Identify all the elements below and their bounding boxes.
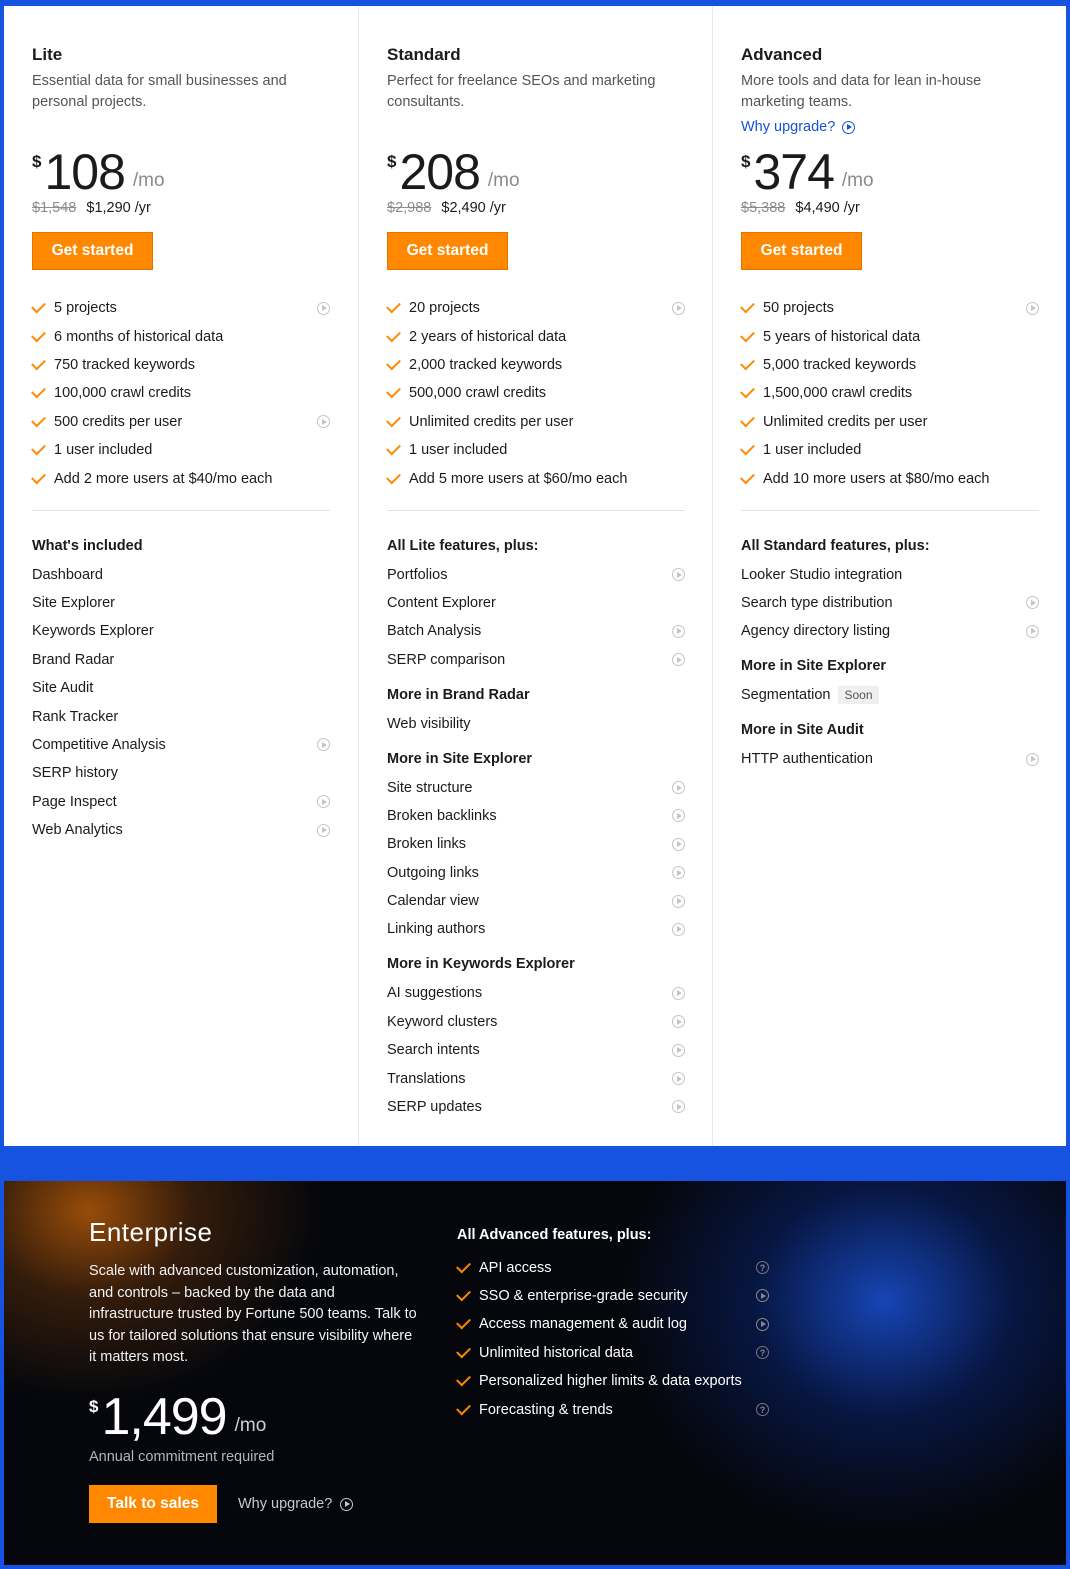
feature-item: Calendar view <box>387 887 685 915</box>
features-heading: All Lite features, plus: <box>387 538 539 555</box>
why-upgrade-link[interactable]: Why upgrade? <box>238 1496 353 1512</box>
help-icon[interactable]: ? <box>756 1261 769 1274</box>
enterprise-actions <box>89 1485 353 1523</box>
yearly-price <box>741 200 874 216</box>
check-icon <box>31 356 46 371</box>
feature-item: Outgoing links <box>387 859 685 887</box>
enterprise-features <box>457 1221 769 1424</box>
check-icon <box>386 384 401 399</box>
features-list <box>32 532 330 844</box>
enterprise-plan <box>4 1181 1066 1565</box>
feature-item: Linking authors <box>387 915 685 943</box>
feature-item: Dashboard <box>32 566 103 583</box>
feature-item: SERP comparison <box>387 646 685 674</box>
play-icon[interactable] <box>672 302 685 315</box>
feature-item: Looker Studio integration <box>741 566 903 583</box>
play-icon[interactable] <box>672 1015 685 1028</box>
feature-item: Site Audit <box>32 680 94 697</box>
feature-item: Access management & audit log <box>457 1310 769 1338</box>
check-icon <box>740 299 755 314</box>
check-icon <box>386 412 401 427</box>
discounted-yearly-price: $2,490 /yr <box>441 200 506 216</box>
feature-item: API access ? <box>457 1253 769 1281</box>
limit-item: Unlimited credits per user <box>387 408 685 436</box>
limit-item: 500,000 crawl credits <box>387 379 685 407</box>
feature-item: Brand Radar <box>32 651 115 668</box>
play-icon[interactable] <box>317 738 330 751</box>
play-icon[interactable] <box>672 625 685 638</box>
feature-item: Segmentation Soon <box>741 681 1039 709</box>
play-icon[interactable] <box>672 809 685 822</box>
plan-name: Enterprise <box>89 1217 213 1247</box>
price-block <box>89 1387 419 1446</box>
feature-item: AI suggestions <box>387 979 685 1007</box>
features-subheading: More in Keywords Explorer <box>387 956 575 973</box>
feature-item: SERP updates <box>387 1093 685 1121</box>
divider <box>32 510 330 511</box>
pricing-plans <box>4 6 1066 1146</box>
play-icon[interactable] <box>1026 753 1039 766</box>
features-heading: All Advanced features, plus: <box>457 1227 652 1244</box>
feature-item: Portfolios <box>387 560 685 588</box>
check-icon <box>456 1287 471 1302</box>
yearly-price <box>387 200 520 216</box>
play-icon[interactable] <box>1026 625 1039 638</box>
play-icon[interactable] <box>672 987 685 1000</box>
talk-to-sales-button[interactable]: Talk to sales <box>89 1485 217 1523</box>
original-yearly-price: $1,548 <box>32 200 77 216</box>
features-subheading: More in Site Explorer <box>741 658 887 675</box>
help-icon[interactable]: ? <box>756 1346 769 1359</box>
check-icon <box>740 327 755 342</box>
plan-description: More tools and data for lean in-house marketing teams. <box>741 73 982 110</box>
monthly-price: 208 <box>399 144 480 200</box>
yearly-price <box>32 200 165 216</box>
features-subheading: More in Site Explorer <box>387 750 533 767</box>
limit-item: 1 user included <box>32 436 330 464</box>
play-icon[interactable] <box>672 838 685 851</box>
limit-item: 500 credits per user <box>32 408 330 436</box>
discounted-yearly-price: $4,490 /yr <box>795 200 860 216</box>
feature-item: Search intents <box>387 1036 685 1064</box>
feature-item: SERP history <box>32 765 118 782</box>
plan-lite <box>4 6 358 1146</box>
limit-item: 5 projects <box>32 294 330 322</box>
play-icon[interactable] <box>317 824 330 837</box>
limit-item: 2,000 tracked keywords <box>387 351 685 379</box>
feature-item: SSO & enterprise-grade security <box>457 1282 769 1310</box>
play-icon[interactable] <box>317 302 330 315</box>
help-icon[interactable]: ? <box>756 1403 769 1416</box>
enterprise-summary <box>89 1217 419 1465</box>
check-icon <box>31 327 46 342</box>
why-upgrade-link[interactable]: Why upgrade? <box>741 117 1038 137</box>
check-icon <box>456 1400 471 1415</box>
feature-item: Broken links <box>387 830 685 858</box>
feature-item: Keywords Explorer <box>32 623 154 640</box>
feature-item: Page Inspect <box>32 788 330 816</box>
check-icon <box>386 299 401 314</box>
plan-limits <box>741 294 1039 493</box>
check-icon <box>31 412 46 427</box>
feature-item: Translations <box>387 1064 685 1092</box>
play-icon <box>842 121 855 134</box>
play-icon[interactable] <box>1026 596 1039 609</box>
monthly-price: 374 <box>753 144 834 200</box>
feature-item: Agency directory listing <box>741 617 1039 645</box>
limit-item: 5,000 tracked keywords <box>741 351 1039 379</box>
feature-item: Forecasting & trends ? <box>457 1395 769 1423</box>
check-icon <box>31 469 46 484</box>
check-icon <box>740 384 755 399</box>
limit-item: 100,000 crawl credits <box>32 379 330 407</box>
price-period: /mo <box>132 170 165 191</box>
play-icon[interactable] <box>672 1044 685 1057</box>
enterprise-feature-list <box>457 1253 769 1423</box>
check-icon <box>740 412 755 427</box>
feature-item: Search type distribution <box>741 589 1039 617</box>
check-icon <box>31 299 46 314</box>
feature-item: Site Explorer <box>32 594 116 611</box>
feature-item: Web Analytics <box>32 816 330 844</box>
play-icon[interactable] <box>1026 302 1039 315</box>
plan-limits <box>387 294 685 493</box>
limit-item: Unlimited credits per user <box>741 408 1039 436</box>
divider <box>741 510 1039 511</box>
get-started-button[interactable]: Get started <box>32 232 153 270</box>
feature-item: Content Explorer <box>387 594 496 611</box>
check-icon <box>456 1372 471 1387</box>
features-subheading: More in Brand Radar <box>387 686 530 703</box>
soon-badge: Soon <box>838 686 878 704</box>
features-list <box>387 532 685 1121</box>
play-icon[interactable] <box>672 866 685 879</box>
check-icon <box>386 327 401 342</box>
play-icon[interactable] <box>672 895 685 908</box>
play-icon[interactable] <box>672 1072 685 1085</box>
plan-description: Essential data for small businesses and personal projects. <box>32 73 287 110</box>
feature-item: Competitive Analysis <box>32 731 330 759</box>
limit-item: 1 user included <box>387 436 685 464</box>
check-icon <box>386 469 401 484</box>
plan-description: Perfect for freelance SEOs and marketing consultants. <box>387 73 656 110</box>
play-icon[interactable] <box>317 415 330 428</box>
currency-symbol: $ <box>89 1396 99 1416</box>
feature-item: HTTP authentication <box>741 745 1039 773</box>
feature-item: Rank Tracker <box>32 708 119 725</box>
feature-item: Site structure <box>387 773 685 801</box>
feature-item: Unlimited historical data ? <box>457 1339 769 1367</box>
features-subheading: More in Site Audit <box>741 722 864 739</box>
limit-item: Add 2 more users at $40/mo each <box>32 464 330 492</box>
commitment-note: Annual commitment required <box>89 1448 275 1465</box>
currency-symbol: $ <box>387 152 397 171</box>
limit-item: 1,500,000 crawl credits <box>741 379 1039 407</box>
check-icon <box>386 356 401 371</box>
check-icon <box>456 1315 471 1330</box>
limit-item: 5 years of historical data <box>741 322 1039 350</box>
play-icon[interactable] <box>317 795 330 808</box>
monthly-price: 108 <box>44 144 125 200</box>
feature-item: Personalized higher limits & data exports <box>457 1367 769 1395</box>
limit-item: 6 months of historical data <box>32 322 330 350</box>
features-heading: What's included <box>32 538 143 555</box>
plan-description: Scale with advanced customization, automation, and controls – backed by the data and infrastructure trusted by Fortune 500 teams. Talk to us for tailored solutions that ensure visibility where it matters most. <box>89 1263 417 1365</box>
features-list <box>741 532 1039 773</box>
play-icon[interactable] <box>672 1100 685 1113</box>
limit-item: 1 user included <box>741 436 1039 464</box>
price-block <box>741 146 874 216</box>
limit-item: Add 10 more users at $80/mo each <box>741 464 1039 492</box>
play-icon[interactable] <box>756 1289 769 1302</box>
original-yearly-price: $5,388 <box>741 200 786 216</box>
play-icon[interactable] <box>672 781 685 794</box>
original-yearly-price: $2,988 <box>387 200 432 216</box>
currency-symbol: $ <box>741 152 751 171</box>
limit-item: Add 5 more users at $60/mo each <box>387 464 685 492</box>
play-icon[interactable] <box>672 923 685 936</box>
currency-symbol: $ <box>32 152 42 171</box>
plan-advanced <box>712 6 1066 1146</box>
check-icon <box>740 441 755 456</box>
limit-item: 50 projects <box>741 294 1039 322</box>
price-period: /mo <box>841 170 874 191</box>
feature-item: Broken backlinks <box>387 802 685 830</box>
play-icon[interactable] <box>756 1318 769 1331</box>
plan-name: Lite <box>32 45 63 64</box>
plan-name: Standard <box>387 45 461 64</box>
price-period: /mo <box>234 1414 267 1436</box>
check-icon <box>456 1258 471 1273</box>
price-block <box>387 146 520 216</box>
plan-standard <box>358 6 712 1146</box>
check-icon <box>31 441 46 456</box>
price-block <box>32 146 165 216</box>
play-icon[interactable] <box>672 568 685 581</box>
limit-item: 20 projects <box>387 294 685 322</box>
price-period: /mo <box>487 170 520 191</box>
check-icon <box>740 469 755 484</box>
monthly-price: 1,499 <box>101 1387 227 1446</box>
feature-item: Web visibility <box>387 715 471 732</box>
feature-item: Keyword clusters <box>387 1008 685 1036</box>
check-icon <box>740 356 755 371</box>
check-icon <box>386 441 401 456</box>
features-heading: All Standard features, plus: <box>741 538 930 555</box>
play-icon <box>340 1498 353 1511</box>
discounted-yearly-price: $1,290 /yr <box>86 200 151 216</box>
feature-item: Batch Analysis <box>387 617 685 645</box>
limit-item: 2 years of historical data <box>387 322 685 350</box>
plan-name: Advanced <box>741 45 823 64</box>
get-started-button[interactable]: Get started <box>387 232 508 270</box>
plan-limits <box>32 294 330 493</box>
check-icon <box>31 384 46 399</box>
divider <box>387 510 685 511</box>
check-icon <box>456 1343 471 1358</box>
limit-item: 750 tracked keywords <box>32 351 330 379</box>
play-icon[interactable] <box>672 653 685 666</box>
get-started-button[interactable]: Get started <box>741 232 862 270</box>
